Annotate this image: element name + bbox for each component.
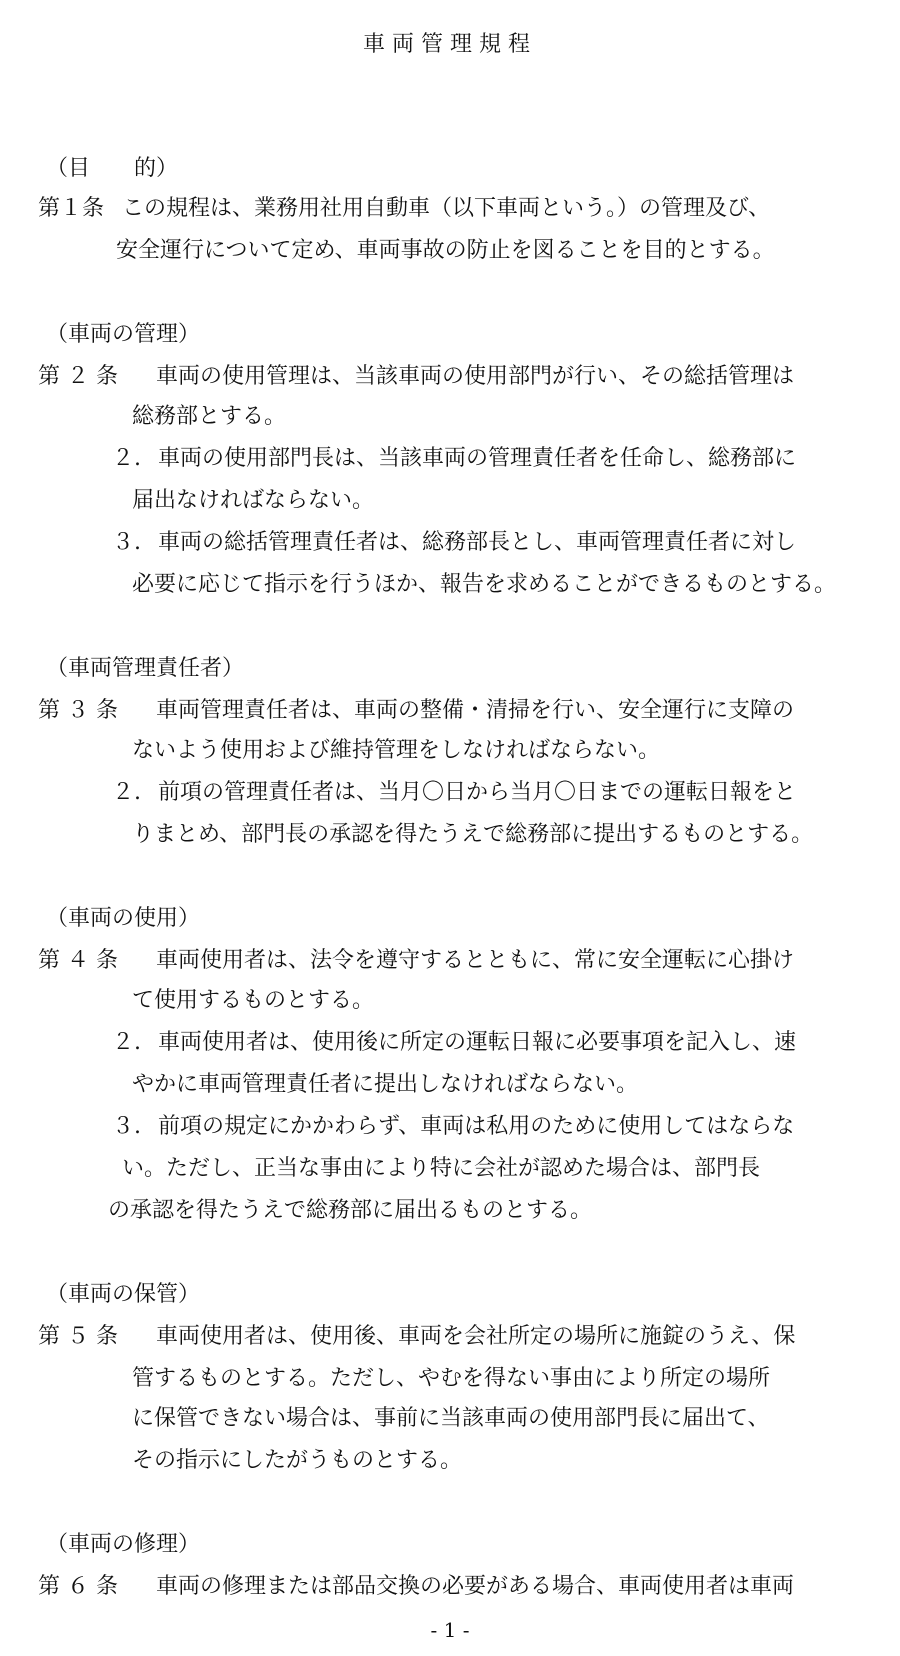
article-4-number: 第 ４ 条	[38, 948, 118, 973]
article-4-paragraph-2-number: ２.	[112, 1030, 141, 1055]
article-6-heading: （車両の修理）	[46, 1532, 201, 1557]
article-3-number: 第 ３ 条	[38, 698, 118, 723]
article-4-paragraph-3-line: の承認を得たうえで総務部に届出るものとする。	[108, 1198, 593, 1223]
article-4-paragraph-2-line: 車両使用者は、使用後に所定の運転日報に必要事項を記入し、速	[158, 1030, 797, 1055]
article-4-paragraph-2-line: やかに車両管理責任者に提出しなければならない。	[132, 1072, 639, 1097]
article-2-text-line: 車両の使用管理は、当該車両の使用部門が行い、その総括管理は	[156, 364, 795, 389]
article-5-number: 第 ５ 条	[38, 1324, 118, 1349]
article-3-text-line: ないよう使用および維持管理をしなければならない。	[132, 738, 661, 763]
article-2-number: 第 ２ 条	[38, 364, 118, 389]
article-3-paragraph-2-line: りまとめ、部門長の承認を得たうえで総務部に提出するものとする。	[132, 822, 814, 847]
article-6-number: 第 ６ 条	[38, 1574, 118, 1599]
article-2-paragraph-2-line: 届出なければならない。	[132, 488, 375, 513]
article-2-paragraph-3-line: 車両の総括管理責任者は、総務部長とし、車両管理責任者に対し	[158, 530, 797, 555]
article-4-paragraph-3-line: い。ただし、正当な事由により特に会社が認めた場合は、部門長	[122, 1156, 761, 1181]
article-3-heading: （車両管理責任者）	[46, 656, 245, 681]
article-5-heading: （車両の保管）	[46, 1282, 201, 1307]
article-2-paragraph-3-line: 必要に応じて指示を行うほか、報告を求めることができるものとする。	[132, 572, 837, 597]
article-5-text-line: 車両使用者は、使用後、車両を会社所定の場所に施錠のうえ、保	[156, 1324, 796, 1349]
article-2-text-line: 総務部とする。	[132, 404, 287, 429]
article-3-paragraph-2-line: 前項の管理責任者は、当月〇日から当月〇日までの運転日報をと	[158, 780, 797, 805]
article-1-heading: （目 的）	[46, 156, 179, 181]
article-2-paragraph-2-number: ２.	[112, 446, 141, 471]
page-number: - 1 -	[430, 1618, 470, 1642]
article-4-text-line: て使用するものとする。	[132, 988, 375, 1013]
article-4-paragraph-3-line: 前項の規定にかかわらず、車両は私用のために使用してはならな	[158, 1114, 795, 1139]
article-3-paragraph-2-number: ２.	[112, 780, 141, 805]
article-1-text-line: この規程は、業務用社用自動車（以下車両という。）の管理及び、	[122, 196, 771, 221]
article-2-paragraph-3-number: ３.	[112, 530, 141, 555]
article-6-text-line: 車両の修理または部品交換の必要がある場合、車両使用者は車両	[156, 1574, 795, 1599]
article-4-paragraph-3-number: ３.	[112, 1114, 141, 1139]
article-5-text-line: に保管できない場合は、事前に当該車両の使用部門長に届出て、	[132, 1406, 770, 1431]
article-4-heading: （車両の使用）	[46, 906, 201, 931]
article-2-heading: （車両の管理）	[46, 322, 201, 347]
article-1-text-line: 安全運行について定め、車両事故の防止を図ることを目的とする。	[116, 238, 775, 263]
article-2-paragraph-2-line: 車両の使用部門長は、当該車両の管理責任者を任命し、総務部に	[158, 446, 797, 471]
document-title: 車両管理規程	[362, 32, 537, 57]
article-1-number: 第１条	[38, 196, 105, 221]
article-5-text-line: 管するものとする。ただし、やむを得ない事由により所定の場所	[132, 1366, 771, 1391]
article-3-text-line: 車両管理責任者は、車両の整備・清掃を行い、安全運行に支障の	[156, 698, 795, 723]
article-4-text-line: 車両使用者は、法令を遵守するとともに、常に安全運転に心掛け	[156, 948, 795, 973]
article-5-text-line: その指示にしたがうものとする。	[132, 1448, 463, 1473]
